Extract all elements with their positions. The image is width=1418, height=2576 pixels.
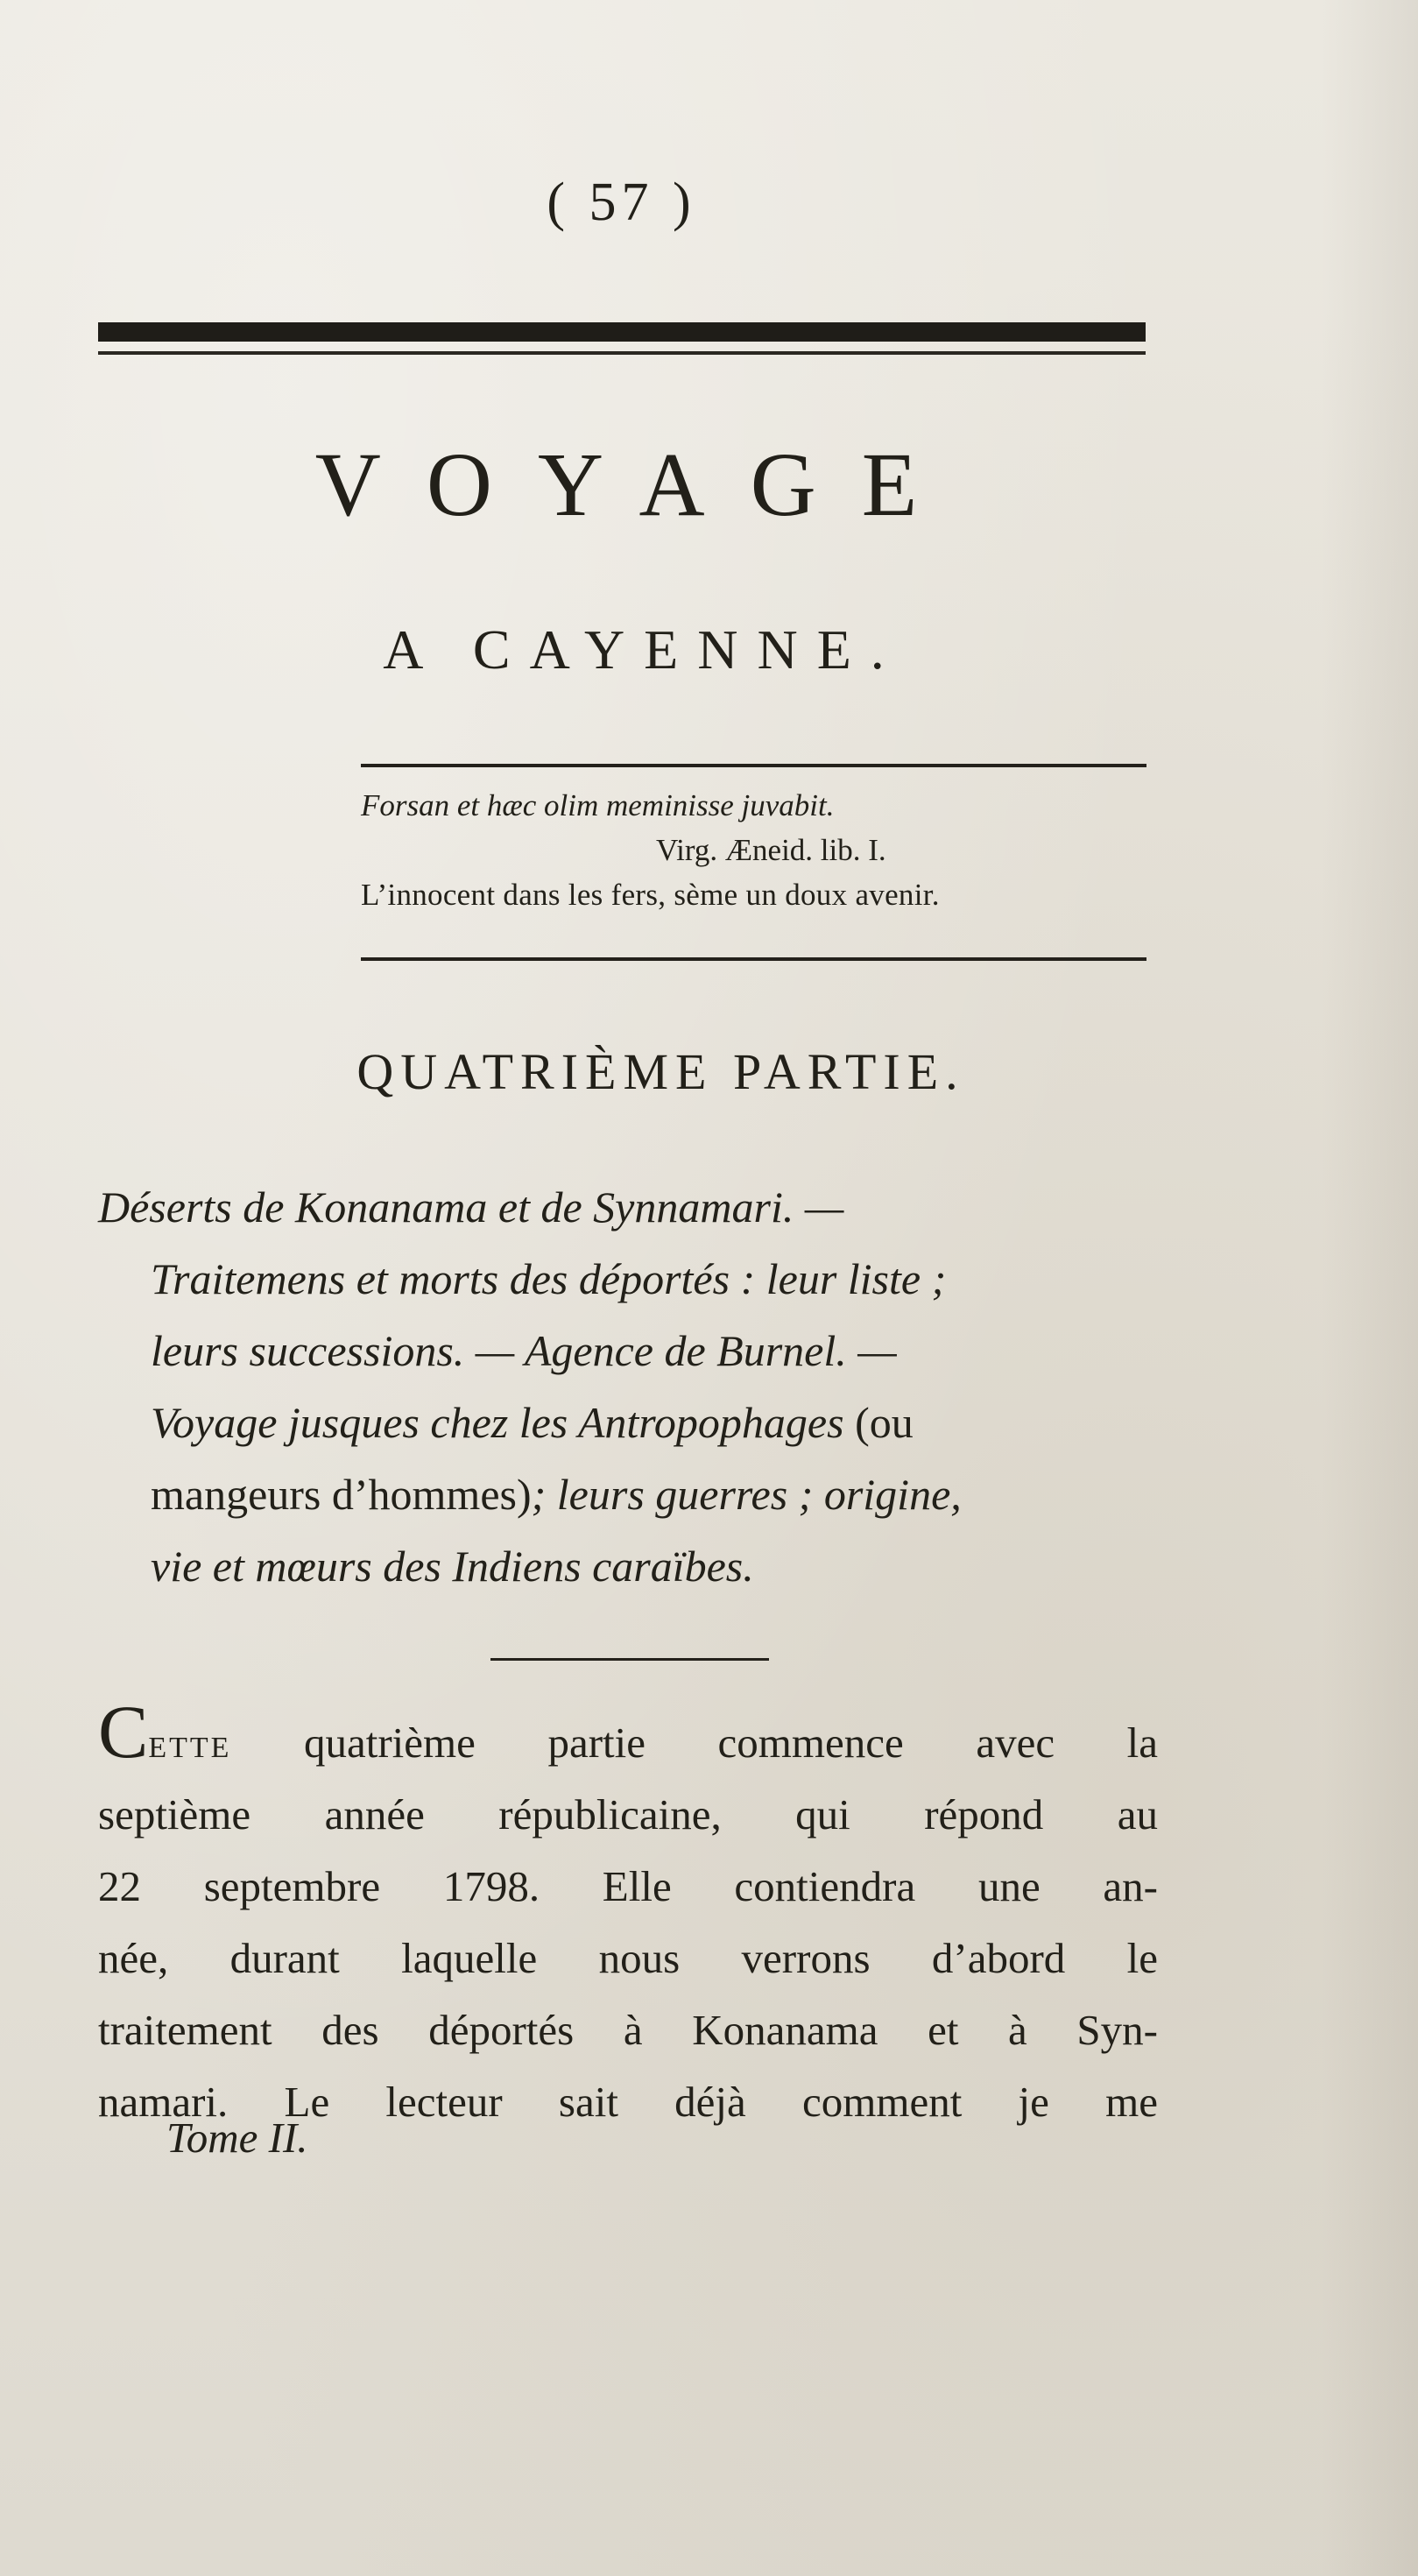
section-divider-rule (490, 1658, 769, 1661)
summary-line-text: mangeurs d’hommes) (151, 1470, 532, 1519)
body-line-text: quatrième partie commence avec la (231, 1719, 1158, 1767)
summary-line (98, 1171, 1158, 1243)
summary-line (98, 1315, 1158, 1387)
summary-line (98, 1458, 1158, 1530)
part-heading: QUATRIÈME PARTIE. (356, 1043, 965, 1100)
header-thin-rule (98, 351, 1146, 355)
summary-line (98, 1387, 1158, 1458)
book-subtitle: A CAYENNE. (383, 618, 904, 681)
body-line (98, 1690, 1158, 1779)
summary-line (98, 1530, 1158, 1602)
epigraph-quote: Forsan et hæc olim meminisse juvabit. (361, 788, 835, 822)
epigraph-bottom-rule (361, 957, 1146, 961)
body-line: septième année républicaine, qui répond au (98, 1790, 1158, 1838)
drop-cap: C (98, 1690, 149, 1774)
epigraph (361, 784, 1149, 917)
body-line: traitement des déportés à Konanama et à Syn- (98, 2006, 1158, 2054)
summary-line-text: Déserts de Konanama et de Synnamari. — (98, 1182, 844, 1232)
body-line: née, durant laquelle nous verrons d’abord le (98, 1934, 1158, 1982)
header-double-rule (98, 322, 1146, 361)
summary-line-text: leurs successions. — Agence de Burnel. — (151, 1326, 897, 1375)
body-line: 22 septembre 1798. Elle contiendra une an- (98, 1862, 1158, 1910)
header-thick-rule (98, 322, 1146, 342)
summary-line-text: Traitemens et morts des déportés : leur liste ; (151, 1254, 947, 1303)
chapter-summary (98, 1171, 1158, 1602)
book-title: VOYAGE (314, 434, 963, 535)
page-number: ( 57 ) (547, 173, 696, 232)
summary-line (98, 1243, 1158, 1315)
page-edge-shadow (1322, 0, 1418, 2576)
summary-line-text: vie et mœurs des Indiens caraïbes. (151, 1542, 754, 1591)
body-line: namari. Le lecteur sait déjà comment je me (98, 2078, 1158, 2126)
epigraph-source: Virg. Æneid. lib. I. (656, 832, 886, 867)
body-paragraph (98, 1690, 1158, 2138)
epigraph-maxim: L’innocent dans les fers, sème un doux avenir. (361, 877, 940, 912)
summary-line-text: (ou (843, 1398, 914, 1447)
summary-line-text: Voyage jusques chez les Antropophages (151, 1398, 844, 1447)
epigraph-top-rule (361, 764, 1146, 767)
summary-line-text: ; leurs guerres ; origine, (531, 1470, 962, 1519)
signature-mark: Tome II. (166, 2114, 308, 2162)
small-caps-word: ette (148, 1719, 232, 1767)
